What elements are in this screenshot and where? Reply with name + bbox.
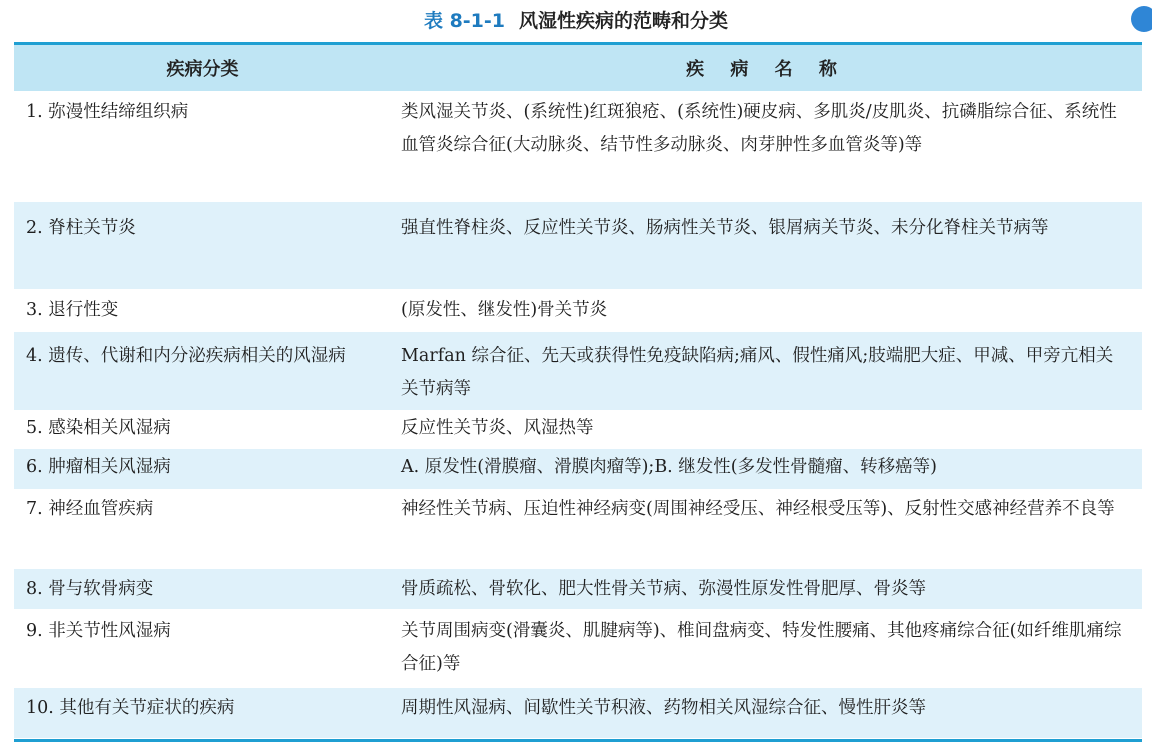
table-row: [14, 489, 1142, 569]
row-category: 7. 神经血管疾病: [26, 499, 154, 519]
header-row: [14, 45, 1142, 91]
header-category: 疾病分类: [14, 45, 391, 91]
row-diseases: 类风湿关节炎、(系统性)红斑狼疮、(系统性)硬皮病、多肌炎/皮肌炎、抗磷脂综合征、系统性血管炎综合征(大动脉炎、结节性多动脉炎、肉芽肿性多血管炎等)等: [401, 102, 1117, 155]
row-category: 8. 骨与软骨病变: [14, 569, 391, 609]
table-caption: [0, 8, 1152, 34]
row-category: 10. 其他有关节症状的疾病: [14, 688, 391, 738]
row-category: 5. 感染相关风湿病: [26, 418, 171, 438]
app-badge-icon[interactable]: [1131, 6, 1152, 32]
table-row: [14, 449, 1142, 489]
row-category: 9. 非关节性风湿病: [26, 621, 171, 641]
table-row: [14, 289, 1142, 332]
row-category: 1. 弥漫性结缔组织病: [26, 102, 189, 122]
row-diseases: Marfan 综合征、先天或获得性免疫缺陷病;痛风、假性痛风;肢端肥大症、甲减、甲旁亢相关关节病等: [391, 332, 1142, 410]
row-category: 2. 脊柱关节炎: [14, 202, 391, 289]
table-row: [14, 332, 1142, 410]
row-category: 6. 肿瘤相关风湿病: [14, 449, 391, 489]
row-diseases: 神经性关节病、压迫性神经病变(周围神经受压、神经根受压等)、反射性交感神经营养不良等: [401, 499, 1115, 519]
table-number: 表 8-1-1: [423, 10, 506, 32]
table-row: [14, 569, 1142, 609]
table-row: [14, 609, 1142, 688]
row-diseases: 骨质疏松、骨软化、肥大性骨关节病、弥漫性原发性骨肥厚、骨炎等: [391, 569, 1142, 609]
row-diseases: 关节周围病变(滑囊炎、肌腱病等)、椎间盘病变、特发性腰痛、其他疼痛综合征(如纤维肌痛综合征)等: [401, 621, 1122, 674]
row-diseases: 强直性脊柱炎、反应性关节炎、肠病性关节炎、银屑病关节炎、未分化脊柱关节病等: [391, 202, 1142, 289]
row-category: 4. 遗传、代谢和内分泌疾病相关的风湿病: [14, 332, 391, 410]
row-diseases: 周期性风湿病、间歇性关节积液、药物相关风湿综合征、慢性肝炎等: [391, 688, 1142, 738]
table-title: 风湿性疾病的范畴和分类: [519, 10, 729, 32]
table-row: [14, 202, 1142, 289]
table-row: [14, 410, 1142, 449]
bottom-rule: [14, 739, 1142, 742]
row-category: 3. 退行性变: [26, 300, 119, 320]
row-diseases: 反应性关节炎、风湿热等: [401, 418, 594, 438]
header-diseases: 疾 病 名 称: [391, 45, 1142, 91]
classification-table: [14, 45, 1142, 738]
row-diseases: A. 原发性(滑膜瘤、滑膜肉瘤等);B. 继发性(多发性骨髓瘤、转移癌等): [391, 449, 1142, 489]
table-row: [14, 91, 1142, 202]
row-diseases: (原发性、继发性)骨关节炎: [401, 300, 608, 320]
table-row: [14, 688, 1142, 738]
